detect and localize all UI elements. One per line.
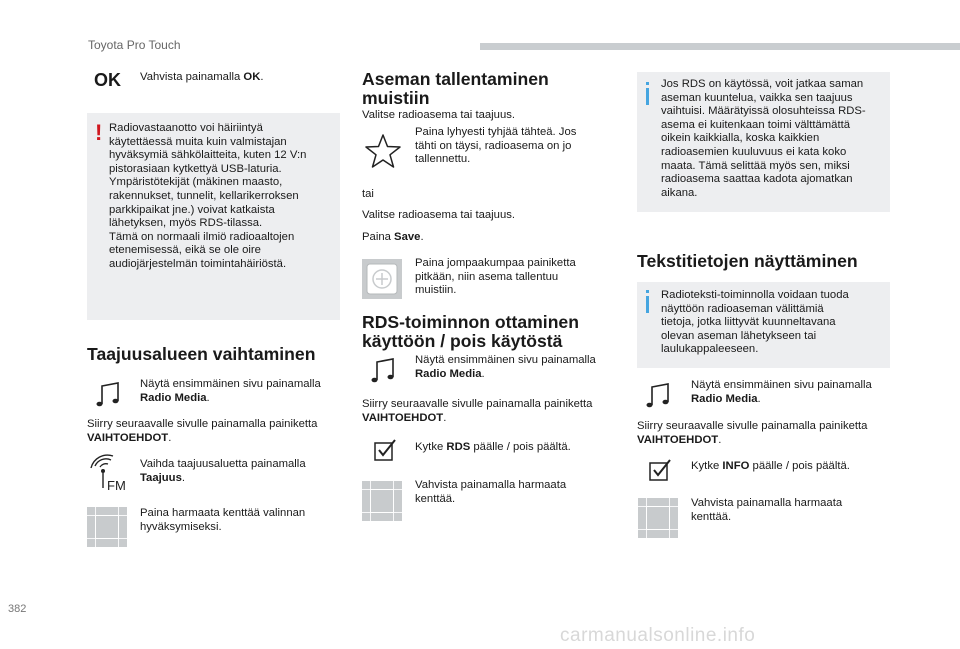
checkbox-icon <box>372 437 398 463</box>
warning-text: Radiovastaanotto voi häiriintyä käytettäessä muita kuin valmistajan hyväksymiä sähkölaitteita, kuten 12 V:n pistorasiaan kytkettyä USB-laturia. Ympäristötekijät (mäkinen maasto, rakennukset, tunnelit, kellarikerroksen parkkipaikat jne.) voivat katkaista lähetyksen, myös RDS-tilassa. Tämä on normaali ilmiö radioaaltojen etenemisessä, eikä se ole oire audiojärjestelmän toimintahäiriöstä. <box>109 122 307 270</box>
ok-instruction: Vahvista painamalla OK. <box>140 71 264 83</box>
step-grey-field: Vahvista painamalla harmaata kenttää. <box>415 479 567 505</box>
info-text: Jos RDS on käytössä, voit jatkaa saman aseman kuuntelua, vaikka sen taajuus vaihtuisi. Määrätyissä olosuhteissa RDS- asema ei kuitenkaan toimi välttämättä oikein kaikkialla, koska kaikkien radioasemien kuuluvuus ei kata koko maata. Tämä selittää myös sen, miksi radioasema saattaa kadota ajomatkan aikana. <box>661 78 866 199</box>
step-radio-media: Näytä ensimmäinen sivu painamalla Radio Media. <box>691 379 872 405</box>
music-note-icon <box>644 381 674 411</box>
step-band: Vaihda taajuusaluetta painamalla Taajuus. <box>140 458 306 484</box>
p-select-station: Valitse radioasema tai taajuus. <box>362 109 516 121</box>
section-heading-save-station: Aseman tallentaminen muistiin <box>362 69 549 108</box>
section-heading-text-info: Tekstitietojen näyttäminen <box>637 251 858 271</box>
grey-field-icon <box>638 498 678 538</box>
step-long-press: Paina jompaakumpaa painiketta pitkään, niin asema tallentuu muistiin. <box>415 257 576 297</box>
step-grey-field: Paina harmaata kenttää valinnan hyväksymiseksi. <box>140 507 306 533</box>
step-toggle-info: Kytke INFO päälle / pois päältä. <box>691 460 850 472</box>
music-note-icon <box>94 380 124 410</box>
step-toggle-rds: Kytke RDS päälle / pois päältä. <box>415 441 571 453</box>
step-star: Paina lyhyesti tyhjää tähteä. Jos tähti on täysi, radioasema on jo tallennettu. <box>415 126 577 166</box>
checkbox-icon <box>647 457 673 483</box>
svg-text:FM: FM <box>107 478 126 493</box>
grey-field-icon <box>362 481 402 521</box>
info-icon <box>646 88 649 105</box>
step-radio-media: Näytä ensimmäinen sivu painamalla Radio Media. <box>415 354 596 380</box>
ok-icon: OK <box>94 70 121 90</box>
info-text: Radioteksti-toiminnolla voidaan tuoda näyttöön radioaseman välittämiä tietoja, jotka liittyvät kuunneltavana olevan aseman lähetykseen tai laulukappaleeseen. <box>661 289 849 356</box>
section-heading-rds: RDS-toiminnon ottaminen käyttöön / pois käytöstä <box>362 312 579 351</box>
info-note-radiotext <box>637 282 890 368</box>
p-press-save: Paina Save. <box>362 231 424 243</box>
grey-field-icon <box>87 507 127 547</box>
p-select-station-2: Valitse radioasema tai taajuus. <box>362 209 516 221</box>
paragraph-next-page: Siirry seuraavalle sivulle painamalla painiketta VAIHTOEHDOT. <box>637 420 868 446</box>
info-note-rds <box>637 72 890 212</box>
info-icon <box>646 296 649 313</box>
watermark: carmanualsonline.info <box>560 625 756 646</box>
paragraph-next-page: Siirry seuraavalle sivulle painamalla painiketta VAIHTOEHDOT. <box>87 418 318 444</box>
p-or: tai <box>362 188 374 200</box>
warning-exclamation-icon: ! <box>95 120 103 145</box>
step-radio-media: Näytä ensimmäinen sivu painamalla Radio Media. <box>140 378 321 404</box>
star-icon <box>363 132 403 170</box>
header-rule <box>480 43 960 50</box>
page-number: 382 <box>8 603 27 615</box>
section-heading-band-change: Taajuusalueen vaihtaminen <box>87 344 316 364</box>
warning-note <box>87 113 340 320</box>
radio-fm-icon <box>89 454 131 496</box>
step-grey-field: Vahvista painamalla harmaata kenttää. <box>691 497 843 523</box>
paragraph-next-page: Siirry seuraavalle sivulle painamalla painiketta VAIHTOEHDOT. <box>362 398 593 424</box>
running-header: Toyota Pro Touch <box>88 38 181 52</box>
plus-tile-icon <box>362 259 402 299</box>
music-note-icon <box>369 356 399 386</box>
